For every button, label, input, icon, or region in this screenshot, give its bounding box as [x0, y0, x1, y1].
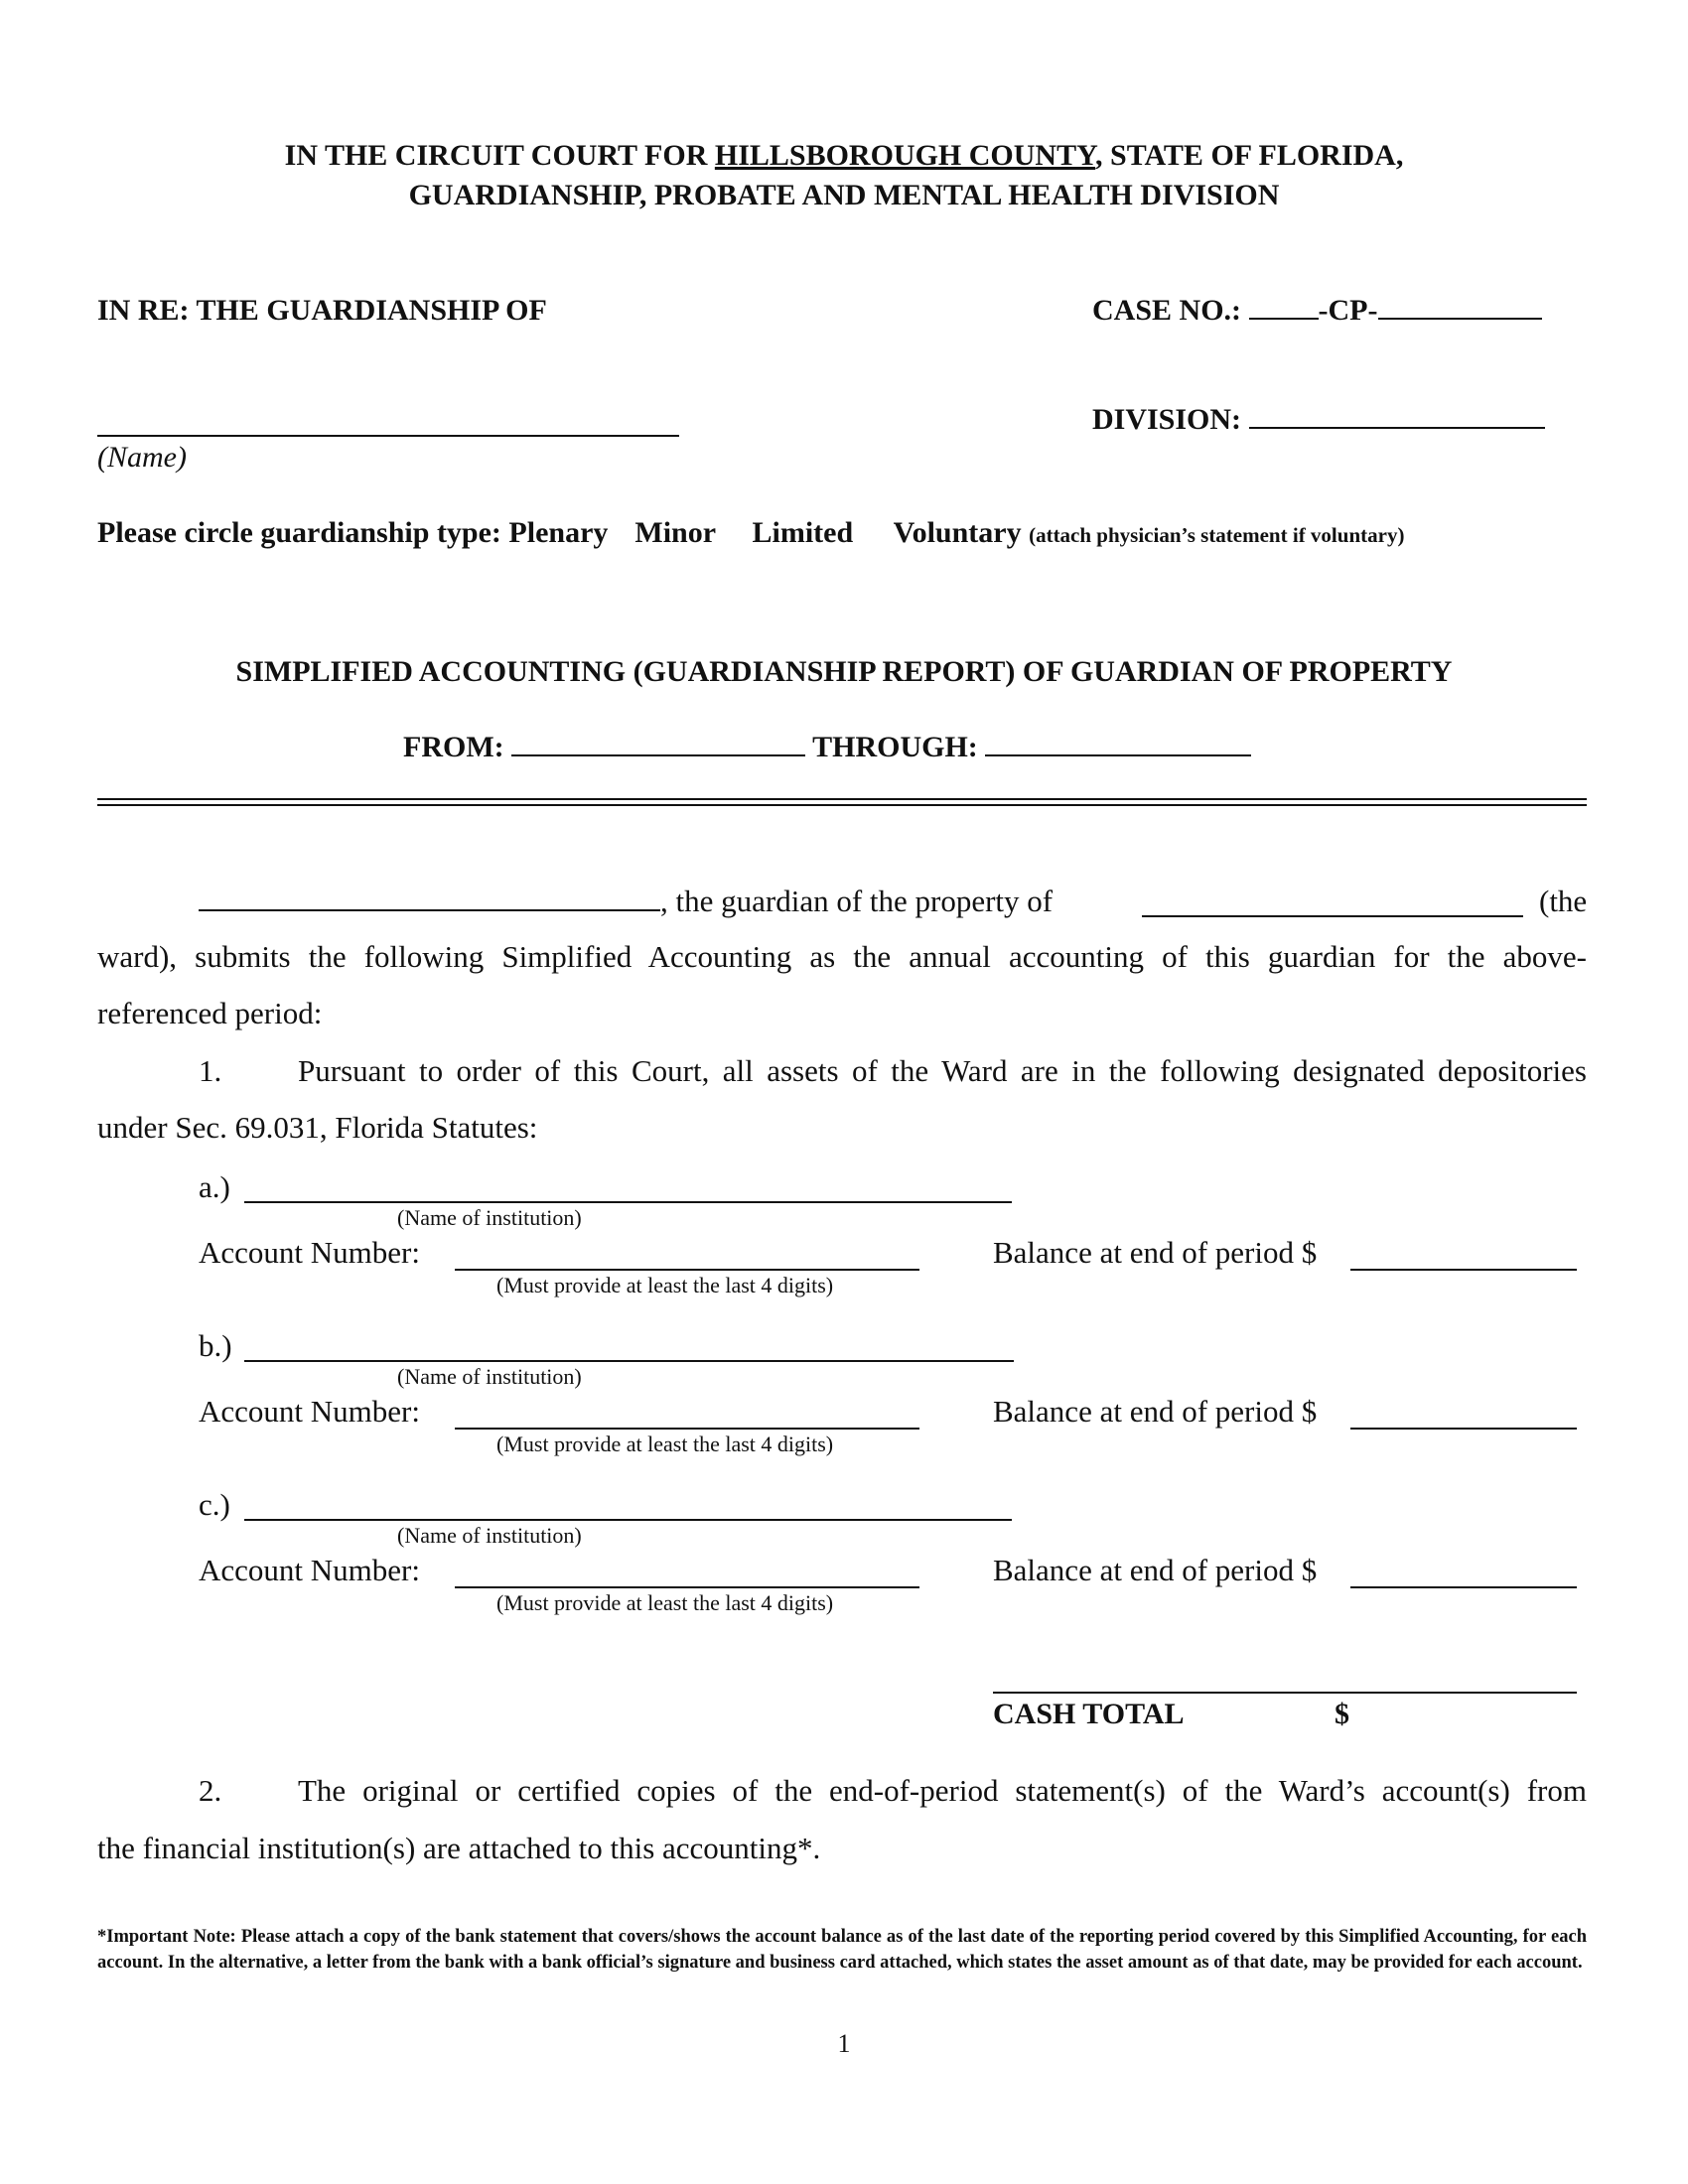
item-1-text-2: under Sec. 69.031, Florida Statutes: — [97, 1110, 538, 1145]
voluntary-note: (attach physician’s statement if voluntary) — [1029, 523, 1405, 547]
intro-line-2: ward), submits the following Simplified Accounting as the annual accounting of this guardian for the above- — [97, 939, 1587, 974]
account-a-balance-line[interactable] — [1350, 1269, 1577, 1271]
page-number: 1 — [837, 2029, 851, 2058]
guardianship-type-label: Please circle guardianship type: — [97, 516, 501, 549]
double-rule-top — [97, 798, 1587, 800]
through-date-blank[interactable] — [985, 754, 1251, 756]
from-date-blank[interactable] — [511, 754, 805, 756]
account-b-digits-caption: (Must provide at least the last 4 digits) — [496, 1432, 834, 1456]
account-b-number-label: Account Number: — [199, 1394, 420, 1429]
from-label: FROM: — [403, 731, 504, 763]
account-c-number-line[interactable] — [455, 1586, 919, 1588]
in-re-label: IN RE: THE GUARDIANSHIP OF — [97, 294, 547, 327]
division-label: DIVISION: — [1092, 403, 1242, 436]
important-note: *Important Note: Please attach a copy of the bank statement that covers/shows the account balance as of the last date of the reporting period covered by this Simplified Accounting, for each account. In the alternative, a letter from the bank with a bank official’s signature and business card attached, which states the asset amount as of that date, may be provided for each account. — [97, 1927, 1587, 1973]
case-year-blank[interactable] — [1249, 318, 1319, 320]
account-c-letter: c.) — [199, 1487, 230, 1522]
division-field — [1092, 403, 1545, 437]
account-c-balance-line[interactable] — [1350, 1586, 1577, 1588]
document-title: SIMPLIFIED ACCOUNTING (GUARDIANSHIP REPORT) OF GUARDIAN OF PROPERTY — [235, 655, 1453, 688]
option-limited[interactable]: Limited — [752, 516, 854, 549]
account-b-number-line[interactable] — [455, 1428, 919, 1430]
intro-part-2: (the — [1539, 884, 1588, 918]
intro-line-3: referenced period: — [97, 996, 323, 1030]
ward-name-line[interactable] — [97, 435, 679, 437]
account-a-letter: a.) — [199, 1169, 230, 1204]
option-plenary[interactable]: Plenary — [508, 516, 609, 549]
account-a-digits-caption: (Must provide at least the last 4 digits) — [496, 1273, 834, 1297]
county-name: HILLSBOROUGH COUNTY — [714, 139, 1096, 172]
account-b-institution-caption: (Name of institution) — [397, 1364, 582, 1389]
guardian-name-blank[interactable] — [199, 909, 660, 911]
name-caption: (Name) — [97, 441, 187, 474]
court-prefix: IN THE CIRCUIT COURT FOR — [284, 139, 715, 172]
item-2-number: 2. — [199, 1773, 222, 1808]
intro-part-1: , the guardian of the property of — [660, 884, 1054, 918]
item-2-text-1: The original or certified copies of the end-of-period statement(s) of the Ward’s account(s) from — [298, 1773, 1587, 1808]
account-c-digits-caption: (Must provide at least the last 4 digits) — [496, 1590, 834, 1615]
account-c-number-label: Account Number: — [199, 1553, 420, 1587]
account-a-institution-line[interactable] — [244, 1201, 1012, 1203]
item-1-number: 1. — [199, 1053, 222, 1088]
option-minor[interactable]: Minor — [634, 516, 716, 549]
case-number-mid: -CP- — [1318, 294, 1378, 327]
account-a-number-label: Account Number: — [199, 1235, 420, 1270]
court-header — [0, 139, 1688, 173]
account-a-balance-label: Balance at end of period $ — [993, 1235, 1318, 1270]
court-suffix: , STATE OF FLORIDA, — [1095, 139, 1404, 172]
account-a-number-line[interactable] — [455, 1269, 919, 1271]
account-b-institution-line[interactable] — [244, 1360, 1014, 1362]
case-number-field — [1092, 294, 1542, 328]
account-b-balance-label: Balance at end of period $ — [993, 1394, 1318, 1429]
account-b-letter: b.) — [199, 1328, 232, 1363]
guardianship-type-row — [97, 516, 1404, 550]
item-1-text-1: Pursuant to order of this Court, all assets of the Ward are in the following designated depositories — [298, 1053, 1587, 1088]
intro-line-1 — [199, 884, 1053, 919]
through-label: THROUGH: — [812, 731, 978, 763]
cash-total-label: CASH TOTAL — [993, 1698, 1185, 1730]
ward-property-blank[interactable] — [1142, 915, 1523, 917]
option-voluntary[interactable]: Voluntary — [893, 516, 1022, 549]
double-rule-bottom — [97, 804, 1587, 806]
period-row — [403, 731, 1251, 764]
division-header: GUARDIANSHIP, PROBATE AND MENTAL HEALTH DIVISION — [408, 179, 1280, 211]
account-a-institution-caption: (Name of institution) — [397, 1205, 582, 1230]
account-c-balance-label: Balance at end of period $ — [993, 1553, 1318, 1587]
account-b-balance-line[interactable] — [1350, 1428, 1577, 1430]
cash-total-rule — [993, 1692, 1577, 1694]
cash-total-currency: $ — [1335, 1698, 1349, 1730]
division-blank[interactable] — [1249, 427, 1545, 429]
case-number-blank[interactable] — [1378, 318, 1542, 320]
account-c-institution-line[interactable] — [244, 1519, 1012, 1521]
account-c-institution-caption: (Name of institution) — [397, 1523, 582, 1548]
case-number-label: CASE NO.: — [1092, 294, 1242, 327]
item-2-text-2: the financial institution(s) are attached to this accounting*. — [97, 1831, 821, 1865]
